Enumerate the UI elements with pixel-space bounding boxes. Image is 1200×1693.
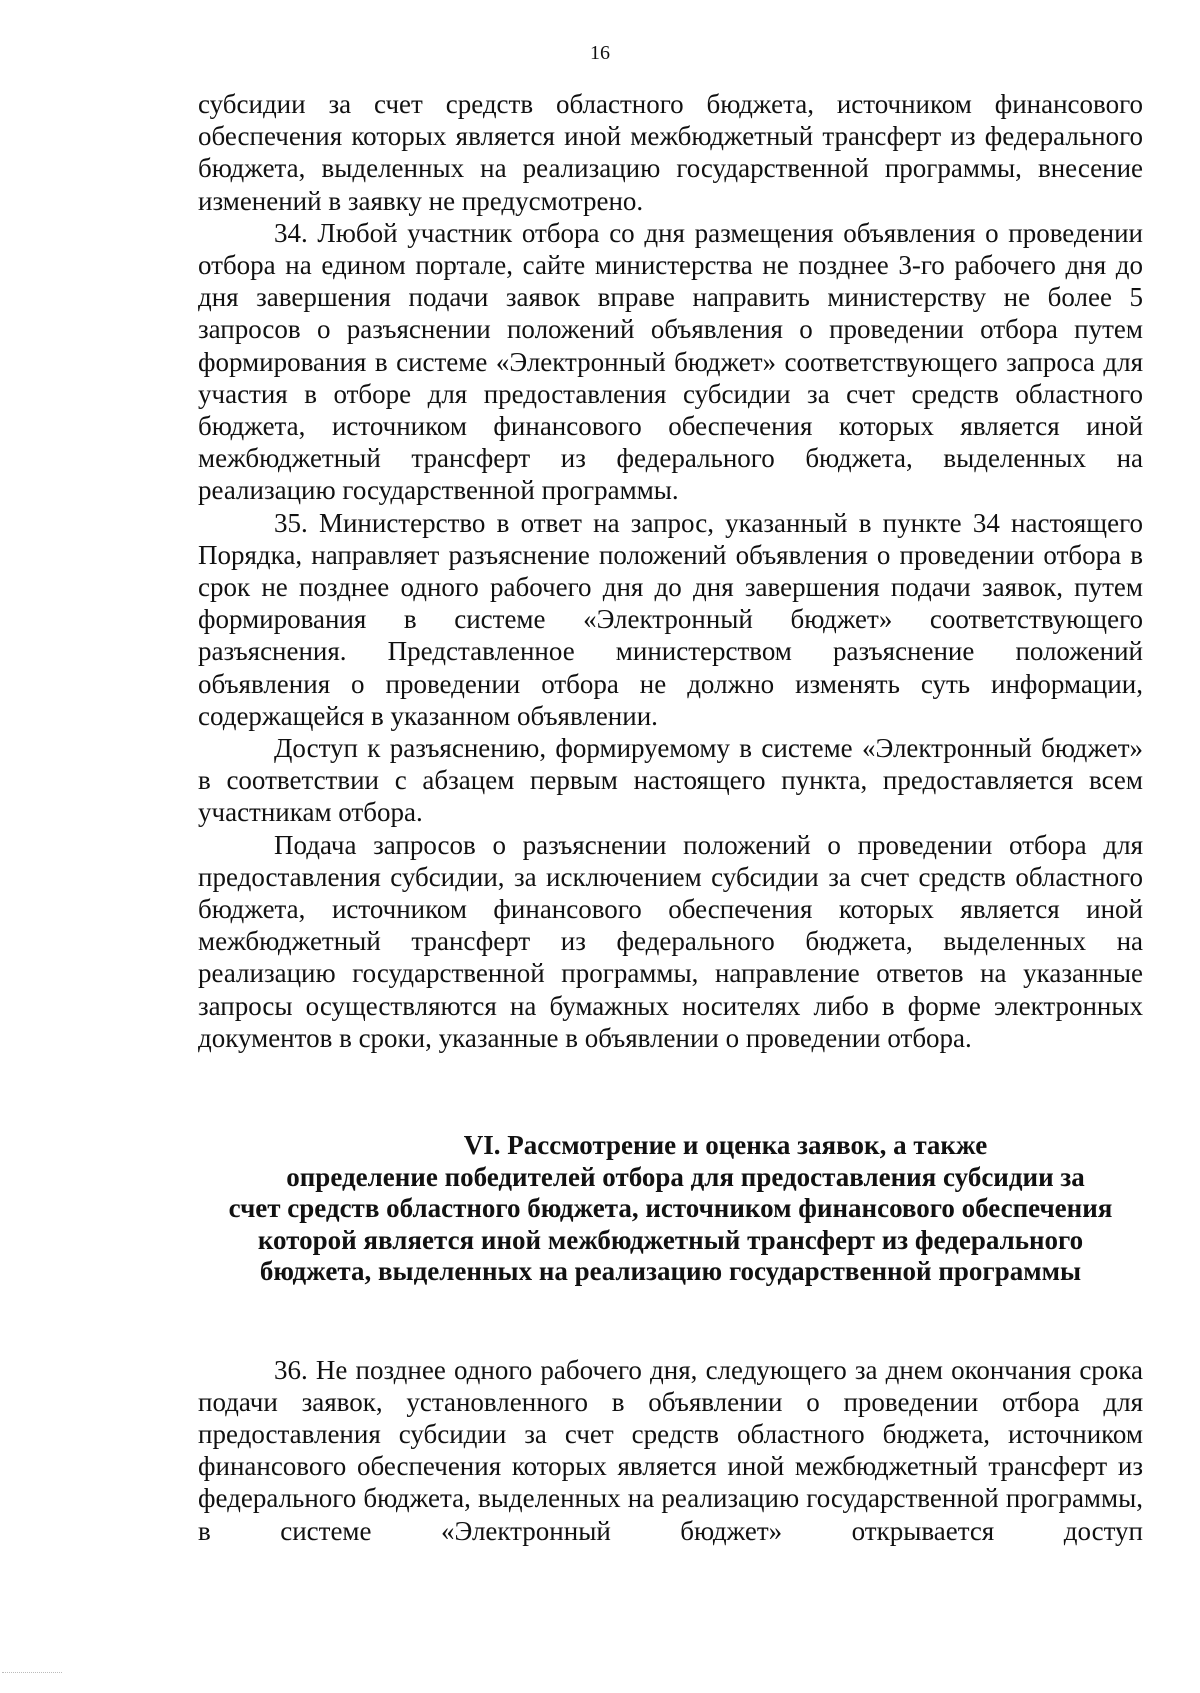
paragraph-continuation: субсидии за счет средств областного бюджета, источником финансового обеспечения которых является иной межбюджетный трансферт из федерального бюджета, выделенных на реализацию государственной программы, внесение изменений в заявку не предусмотрено. [198, 89, 1143, 216]
paragraph-35: 35. Министерство в ответ на запрос, указанный в пункте 34 настоящего Порядка, направляет разъяснение положений объявления о проведении отбора в срок не позднее одного рабочего дня до дня завершения подачи заявок, путем формирования в системе «Электронный бюджет» соответствующего разъяснения. Представленное министерством разъяснение положений объявления о проведении отбора не должно изменять суть информации, содержащейся в указанном объявлении. [198, 507, 1143, 731]
section-heading-line-3: счет средств областного бюджета, источником финансового обеспечения [228, 1193, 1113, 1224]
paragraph-35-access: Доступ к разъяснению, формируемому в системе «Электронный бюджет» в соответствии с абзацем первым настоящего пункта, предоставляется всем участникам отбора. [198, 733, 1143, 828]
page-number: 16 [590, 42, 610, 64]
section-heading-line-2: определение победителей отбора для предоставления субсидии за [286, 1161, 1085, 1192]
paragraph-34: 34. Любой участник отбора со дня размещения объявления о проведении отбора на едином портале, сайте министерства не позднее 3-го рабочего дня до дня завершения подачи заявок вправе направить министерству не более 5 запросов о разъяснении положений объявления о проведении отбора путем формирования в системе «Электронный бюджет» соответствующего запроса для участия в отборе для предоставления субсидии за счет средств областного бюджета, источником финансового обеспечения которых является иной межбюджетный трансферт из федерального бюджета, выделенных на реализацию государственной программы. [198, 217, 1143, 506]
paragraph-35-requests: Подача запросов о разъяснении положений о проведении отбора для предоставления субсидии, за исключением субсидии за счет средств областного бюджета, источником финансового обеспечения которых является иной межбюджетный трансферт из федерального бюджета, выделенных на реализацию государственной программы, направление ответов на указанные запросы осуществляются на бумажных носителях либо в форме электронных документов в сроки, указанные в объявлении о проведении отбора. [198, 829, 1143, 1053]
scan-artifact [2, 1672, 62, 1675]
paragraph-36: 36. Не позднее одного рабочего дня, следующего за днем окончания срока подачи заявок, установленного в объявлении о проведении отбора для предоставления субсидии за счет средств областного бюджета, источником финансового обеспечения которых является иной межбюджетный трансферт из федерального бюджета, выделенных на реализацию государственной программы, в системе «Электронный бюджет» открывается доступ [198, 1354, 1143, 1546]
document-body [198, 88, 1143, 1547]
section-heading [198, 1130, 1143, 1288]
section-heading-line-5: бюджета, выделенных на реализацию государственной программы [259, 1256, 1082, 1287]
section-heading-line-1: VI. Рассмотрение и оценка заявок, а также [463, 1130, 988, 1161]
section-heading-line-4: которой является иной межбюджетный трансферт из федерального [257, 1224, 1084, 1255]
